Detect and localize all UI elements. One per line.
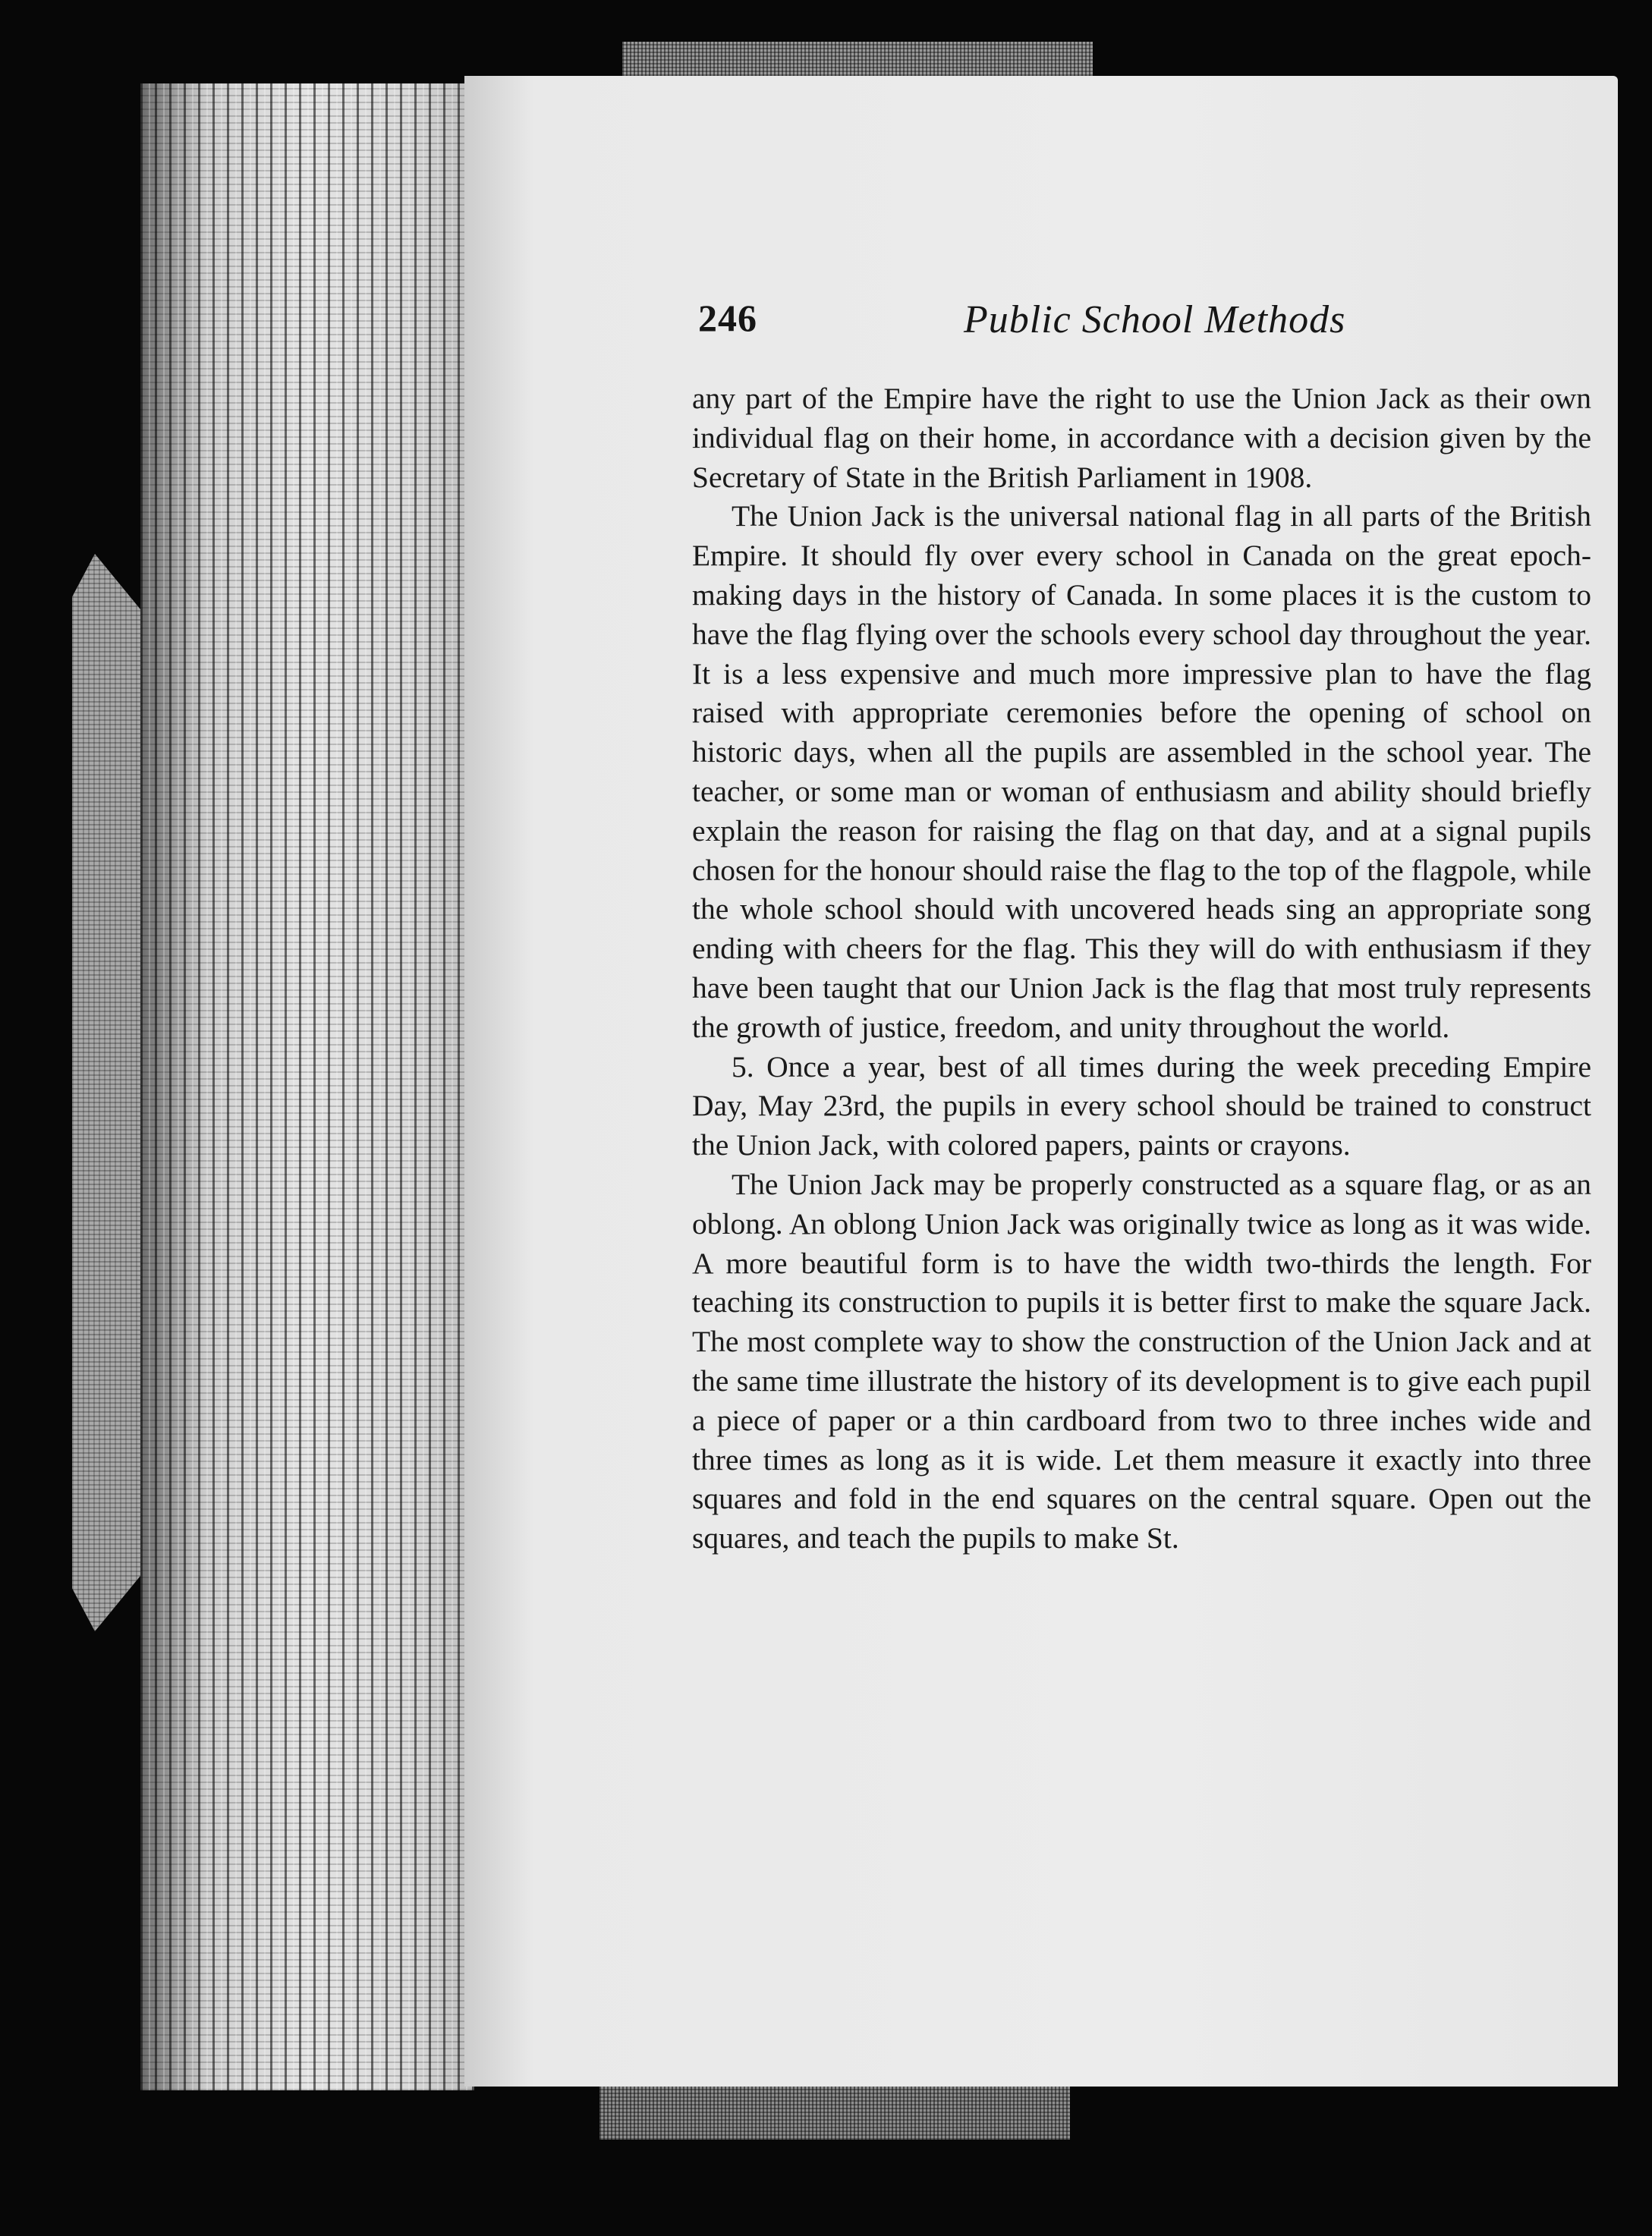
page-block-edge: [140, 83, 474, 2090]
paragraph-construction: The Union Jack may be properly constructed as a square flag, or as an oblong. An oblong Union Jack was originally twice as long as it was wide. A more beautiful form is to have the width two-thirds the length. For teaching its construction to pupils it is better first to make the square Jack. The most complete way to show the construction of the Union Jack and at the same time illustrate the history of its development is to give each pupil a piece of paper or a thin cardboard from two to three inches wide and three times as long as it is wide. Let them measure it exactly into three squares and fold in the end squares on the central square. Open out the squares, and teach the pupils to make St.: [692, 1167, 1591, 1555]
page-number: 246: [698, 297, 757, 339]
paragraph-union-jack-universal: The Union Jack is the universal national flag in all parts of the British Empire. It should fly over every school in Canada on the great epoch-making days in the history of Canada. In some places it is the custom to have the flag flying over the schools every school day throughout the year. It is a less expensive and much more impressive plan to have the flag raised with appropriate ceremonies before the opening of school on historic days, when all the pupils are assembled in the school year. The teacher, or some man or woman of enthusiasm and ability should briefly explain the reason for raising the flag on that day, and at a signal pupils chosen for the honour should raise the flag to the top of the flagpole, while the whole school should with uncovered heads sing an appropriate song ending with cheers for the flag. This they will do with enthusiasm if they have been taught that our Union Jack is the flag that most truly represents the growth of justice, freedom, and unity throughout the world.: [692, 499, 1591, 1044]
paragraph-item-5: 5. Once a year, best of all times during the week preceding Empire Day, May 23rd, the pupils in every school should be trained to construct the Union Jack, with colored papers, paints or crayons.: [692, 1049, 1591, 1162]
running-title: Public School Methods: [964, 298, 1346, 341]
body-text: [692, 379, 1591, 1558]
binding-tab: [72, 554, 148, 1631]
paragraph-continued: any part of the Empire have the right to use the Union Jack as their own individual flag on their home, in accordance with a decision given by the Secretary of State in the British Parliament in 1908.: [692, 382, 1591, 494]
running-head: [698, 296, 1586, 349]
